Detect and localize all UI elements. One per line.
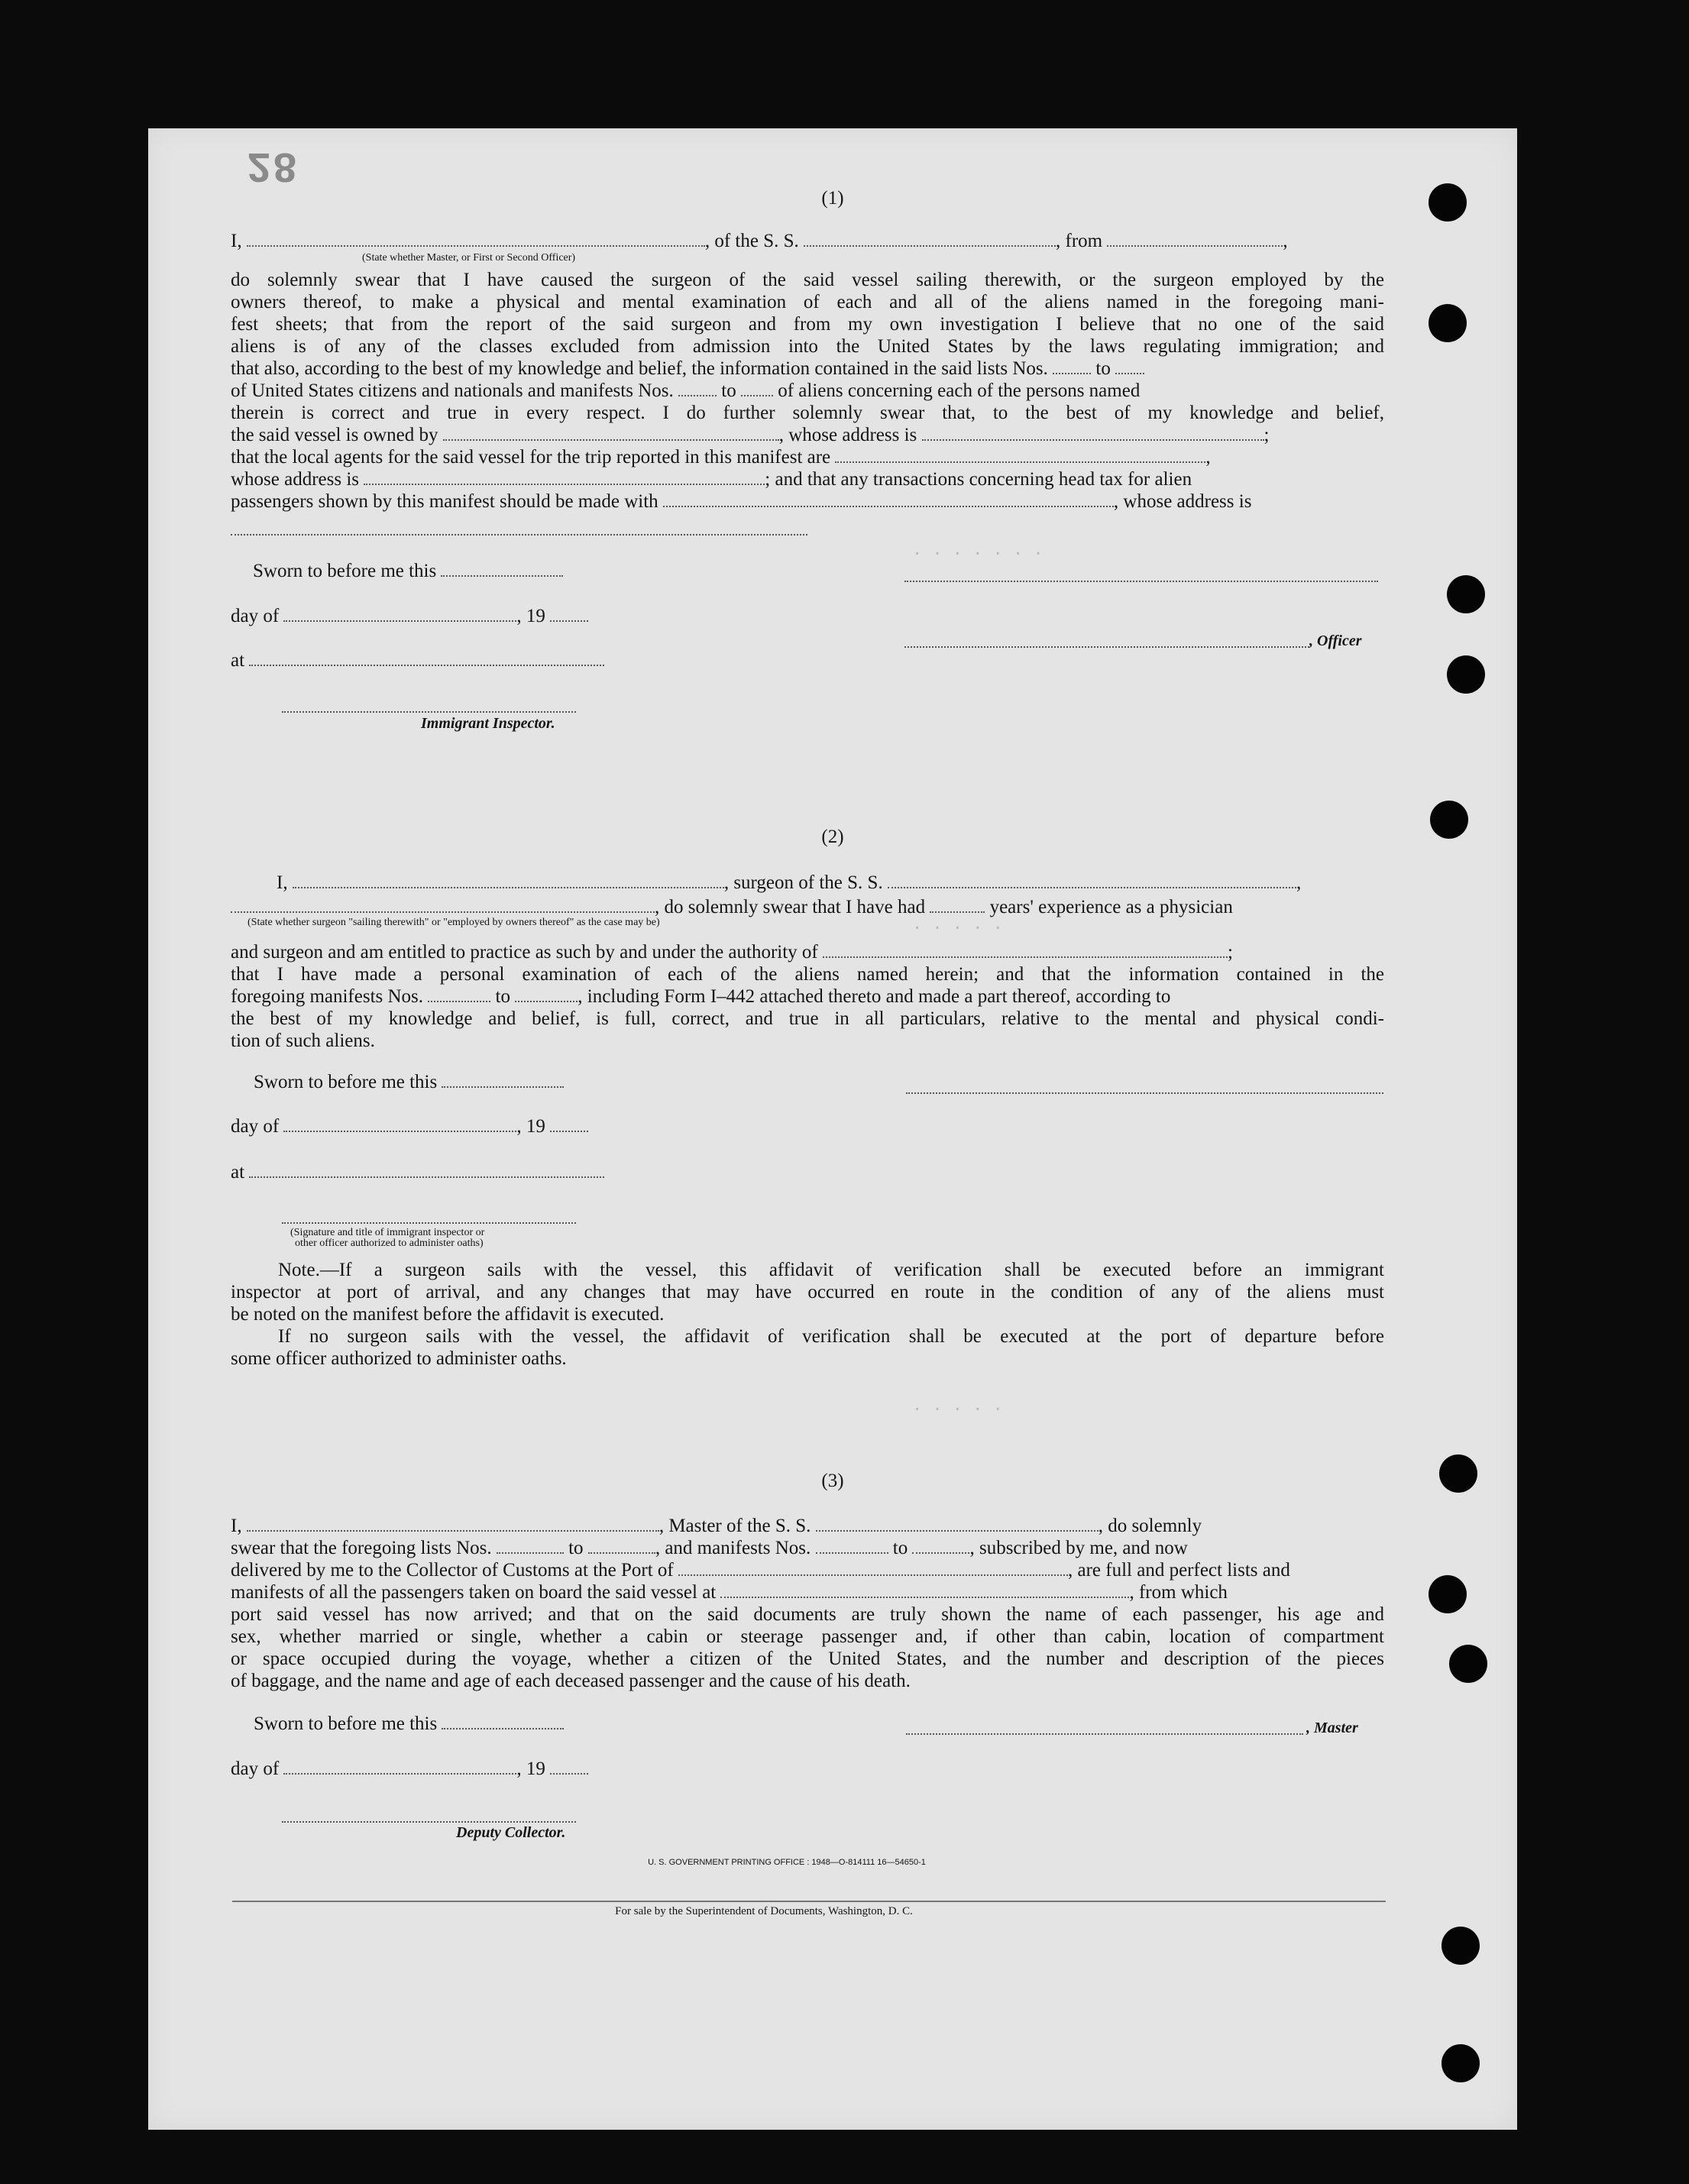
inspector-label: Immigrant Inspector. — [421, 715, 555, 732]
section-1-sworn: Sworn to before me this — [253, 560, 1406, 582]
section-2-line-7: tion of such aliens. — [231, 1031, 375, 1051]
section-1-at: at — [231, 649, 1384, 671]
address-continuation-line — [231, 534, 807, 535]
section-3-line-5: port said vessel has now arrived; and that on the said documents are truly shown the name of each passenger, his age and — [231, 1604, 1384, 1625]
section-1-line-9: that the local agents for the said vessel for the trip reported in this manifest are , — [231, 447, 1211, 468]
section-1-line-11: passengers shown by this manifest should be made with , whose address is — [231, 491, 1252, 512]
section-2-caption: (State whether surgeon "sailing therewith" or "employed by owners thereof" as the case may be) — [248, 917, 660, 928]
officer-label: , Officer — [1309, 633, 1362, 649]
section-1-line-10: whose address is ; and that any transactions concerning head tax for alien — [231, 469, 1192, 490]
section-1-body-line: do solemnly swear that I have caused the surgeon of the said vessel sailing therewith, or the surgeon employed by the — [231, 270, 1384, 290]
section-3-sworn: Sworn to before me this — [254, 1713, 1407, 1735]
section-2-day-of: day of , 19 — [231, 1115, 1384, 1137]
signature-caption: (Signature and title of immigrant inspector or — [290, 1227, 485, 1238]
section-1-body-line: fest sheets; that from the report of the said surgeon and from my own investigation I believe that no one of the said — [231, 314, 1384, 335]
bleed-through-text: . . . . . — [912, 1396, 1003, 1416]
section-3-line-8: of baggage, and the name and age of each deceased passenger and the cause of his death. — [231, 1671, 911, 1691]
inspector-signature-line — [282, 711, 576, 713]
section-2-line-4: that I have made a personal examination of each of the aliens named herein; and that the information contained in the — [231, 964, 1384, 985]
punch-hole — [1441, 2044, 1480, 2082]
section-3-line-1: I, , Master of the S. S. , do solemnly — [231, 1516, 1202, 1536]
manifest-page — [148, 128, 1517, 2130]
surgeon-signature-line — [906, 1092, 1383, 1094]
signature-caption: other officer authorized to administer oaths) — [295, 1238, 484, 1249]
section-2-line-3: and surgeon and am entitled to practice as such by and under the authority of ; — [231, 942, 1233, 963]
punch-hole — [1447, 575, 1485, 613]
bleed-through-text: . . . . . . . — [912, 541, 1043, 560]
section-3-line-4: manifests of all the passengers taken on board the said vessel at , from which — [231, 1582, 1228, 1603]
officer-signature-line — [904, 581, 1378, 582]
section-2-line-5: foregoing manifests Nos. to , including Form I–442 attached thereto and made a part thereof, according to — [231, 986, 1171, 1007]
section-2-line-2: , do solemnly swear that I have had years' experience as a physician — [231, 896, 1384, 918]
section-1-line-6: of United States citizens and nationals and manifests Nos. to of aliens concerning each of the persons named — [231, 380, 1141, 401]
punch-hole — [1449, 1645, 1487, 1683]
section-1-line-5: that also, according to the best of my knowledge and belief, the information contained in the said lists Nos. to — [231, 358, 1384, 380]
section-3-line-6: sex, whether married or single, whether a cabin or steerage passenger and, if other than cabin, location of compartment — [231, 1626, 1384, 1647]
punch-hole — [1441, 1927, 1480, 1965]
section-1-line-1: I, , of the S. S. , from , — [231, 231, 1288, 251]
note-line: some officer authorized to administer oaths. — [231, 1348, 567, 1369]
punch-hole — [1429, 1575, 1467, 1613]
printing-office-line: U. S. GOVERNMENT PRINTING OFFICE : 1948—O-814111 16—54650-1 — [648, 1858, 926, 1867]
master-signature-line — [906, 1733, 1303, 1735]
section-2-at: at — [231, 1161, 1384, 1183]
section-2-number: (2) — [821, 827, 844, 847]
authorized-officer-signature-line — [282, 1222, 576, 1224]
section-2-line-6: the best of my knowledge and belief, is full, correct, and true in all particulars, relative to the mental and physical condi- — [231, 1008, 1384, 1029]
note-line: Note.—If a surgeon sails with the vessel, this affidavit of verification shall be executed before an immigrant — [278, 1260, 1384, 1280]
bleed-through-text: . . . . . — [912, 915, 1003, 934]
section-1-number: (1) — [821, 188, 844, 209]
officer-signature-line — [904, 646, 1309, 648]
section-3-number: (3) — [821, 1471, 844, 1491]
section-2-line-1: I, , surgeon of the S. S. , — [277, 872, 1302, 893]
section-1-line-7: therein is correct and true in every respect. I do further solemnly swear that, to the best of my knowledge and belief, — [231, 403, 1384, 423]
section-1-body-line: aliens is of any of the classes excluded from admission into the United States by the laws regulating immigration; and — [231, 336, 1384, 357]
punch-hole — [1429, 304, 1467, 342]
collector-label: Deputy Collector. — [456, 1824, 566, 1841]
section-1-body-line: owners thereof, to make a physical and mental examination of each and all of the aliens named in the foregoing mani- — [231, 292, 1384, 312]
section-2-sworn: Sworn to before me this — [254, 1071, 1407, 1093]
punch-hole — [1447, 655, 1485, 694]
section-3-line-2: swear that the foregoing lists Nos. to , and manifests Nos. to , subscribed by me, and now — [231, 1538, 1188, 1558]
section-1-line-8: the said vessel is owned by , whose address is ; — [231, 425, 1270, 445]
section-1-day-of: day of , 19 — [231, 605, 1384, 627]
note-line: If no surgeon sails with the vessel, the affidavit of verification shall be executed at the port of departure before — [278, 1326, 1384, 1347]
note-line: inspector at port of arrival, and any changes that may have occurred en route in the condition of any of the aliens must — [231, 1282, 1384, 1302]
section-1-caption: (State whether Master, or First or Second Officer) — [362, 252, 576, 264]
master-label: , Master — [1306, 1720, 1358, 1736]
for-sale-line: For sale by the Superintendent of Documents, Washington, D. C. — [615, 1905, 913, 1917]
section-3-day-of: day of , 19 — [231, 1758, 1384, 1780]
note-line: be noted on the manifest before the affidavit is executed. — [231, 1304, 665, 1325]
section-3-line-7: or space occupied during the voyage, whether a citizen of the United States, and the number and description of the pieces — [231, 1649, 1384, 1669]
section-3-line-3: delivered by me to the Collector of Customs at the Port of , are full and perfect lists and — [231, 1560, 1290, 1581]
page-number: 28 — [248, 144, 300, 190]
collector-signature-line — [282, 1821, 576, 1823]
footer-rule — [232, 1901, 1386, 1902]
